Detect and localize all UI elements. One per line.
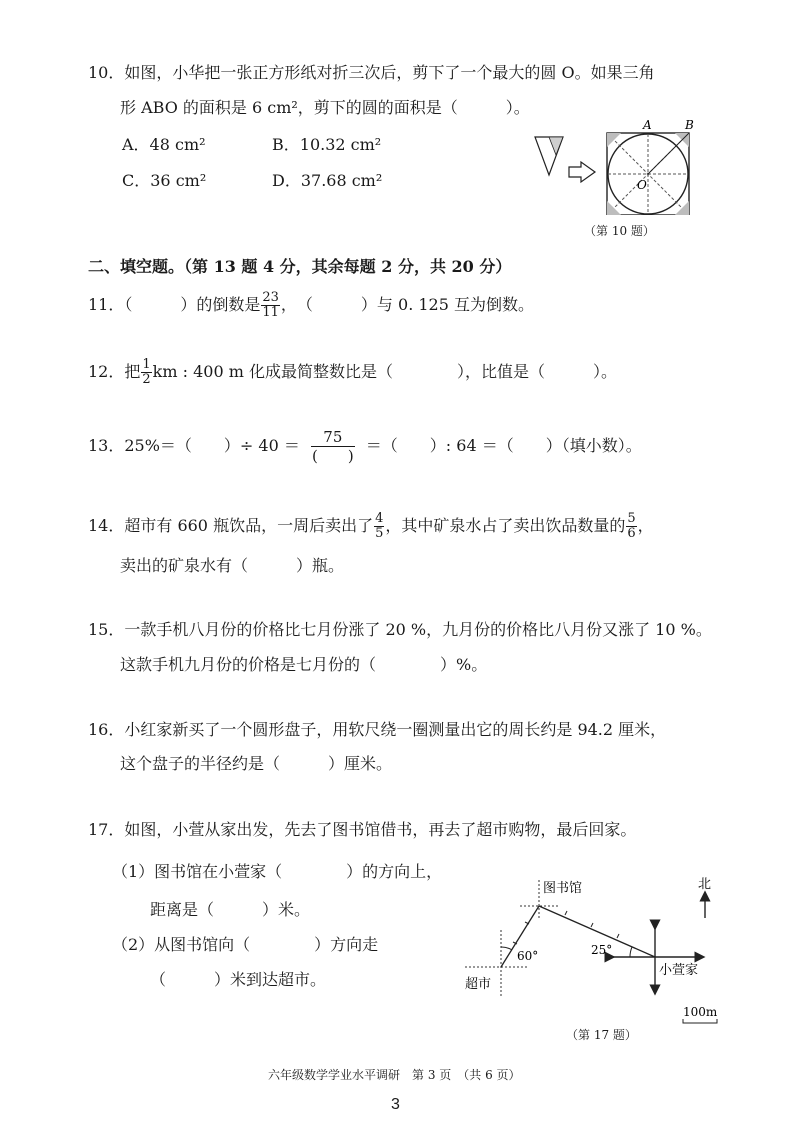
fig17-market-label: 超市 [465, 977, 492, 992]
q10-option-b: B．10.32 cm² [272, 135, 382, 154]
q10-option-d: D．37.68 cm² [272, 171, 383, 190]
q14-part3: ， [637, 516, 654, 535]
q10-figure [525, 115, 705, 215]
q17-sub2a: （2）从图书馆向（ ）方向走 [112, 935, 379, 954]
q13-fraction: $\frac{75}{( )}$ [311, 428, 354, 465]
fig17-north-label: 北 [698, 877, 712, 892]
fig17-scale-label: 100m [683, 1005, 718, 1019]
scale-bar [683, 1019, 717, 1023]
q17-line1: 17．如图，小萱从家出发，先去了图书馆借书，再去了超市购物，最后回家。 [88, 820, 637, 839]
fig17-library-label: 图书馆 [543, 881, 583, 896]
q12-fraction: $\frac{1}{2}$ [142, 357, 151, 387]
q13-part2: ＝（ ）: 64 ＝（ ）（填小数）。 [365, 436, 642, 455]
q14-fraction-1: $\frac{4}{5}$ [375, 511, 384, 541]
q10-option-c: C．36 cm² [122, 171, 207, 190]
fig17-home-label: 小萱家 [659, 963, 699, 978]
fig17-angle-60: 60° [517, 949, 539, 963]
q10-line1: 10．如图，小华把一张正方形纸对折三次后，剪下了一个最大的圆 O。如果三角 [88, 63, 655, 82]
arrow-right-icon [569, 162, 595, 182]
fig10-label-b: B [685, 118, 694, 132]
fig17-angle-25: 25° [591, 943, 613, 957]
q10-option-a: A．48 cm² [122, 135, 206, 154]
q13-line [88, 428, 642, 465]
q16-line1: 16．小红家新买了一个圆形盘子，用软尺绕一圈测量出它的周长约是 94.2 厘米， [88, 720, 667, 739]
q17-sub1b: 距离是（ ）米。 [150, 900, 311, 919]
q11-fraction: $\frac{23}{11}$ [262, 290, 279, 320]
q16-line2: 这个盘子的半径约是（ ）厘米。 [120, 754, 393, 773]
footer-text: 六年级数学学业水平调研 第 3 页 （共 6 页） [268, 1068, 521, 1082]
q12-part2: km : 400 m 化成最简整数比是（ ），比值是（ ）。 [152, 362, 617, 381]
q15-line1: 15．一款手机八月份的价格比七月份涨了 20 %，九月份的价格比八月份又涨了 10 %。 [88, 620, 712, 639]
q14-part1: 14．超市有 660 瓶饮品，一周后卖出了 [88, 516, 374, 535]
q17-figure [455, 870, 735, 1050]
q14-line2: 卖出的矿泉水有（ ）瓶。 [120, 556, 345, 575]
q14-fraction-2: $\frac{5}{6}$ [627, 511, 636, 541]
q11-part2: ， （ ）与 0. 125 互为倒数。 [280, 295, 534, 314]
q11-part1: 11．（ ）的倒数是 [88, 295, 261, 314]
q17-sub1a: （1）图书馆在小萱家（ ）的方向上， [112, 862, 443, 881]
q11-line [88, 291, 534, 320]
q14-line1 [88, 512, 654, 541]
square-circle-diagram [607, 133, 689, 215]
q10-caption: （第 10 题） [584, 224, 655, 238]
q10-line2: 形 ABO 的面积是 6 cm²，剪下的圆的面积是（ ）。 [120, 98, 530, 117]
q17-sub2b: （ ）米到达超市。 [150, 970, 327, 989]
q12-part1: 12．把 [88, 362, 141, 381]
folded-paper-icon [535, 137, 563, 175]
fig10-label-a: A [643, 118, 652, 132]
q15-line2: 这款手机九月份的价格是七月份的（ ）%。 [120, 655, 488, 674]
section2-title: 二、填空题。（第 13 题 4 分，其余每题 2 分，共 20 分） [88, 257, 512, 276]
fig10-label-o: O [637, 178, 647, 192]
q14-part2: ，其中矿泉水占了卖出饮品数量的 [385, 516, 626, 535]
q12-line [88, 358, 617, 387]
q17-caption: （第 17 题） [566, 1028, 637, 1042]
q13-part1: 13．25%＝（ ）÷ 40 ＝ [88, 436, 300, 455]
page-number: 3 [391, 1096, 400, 1113]
